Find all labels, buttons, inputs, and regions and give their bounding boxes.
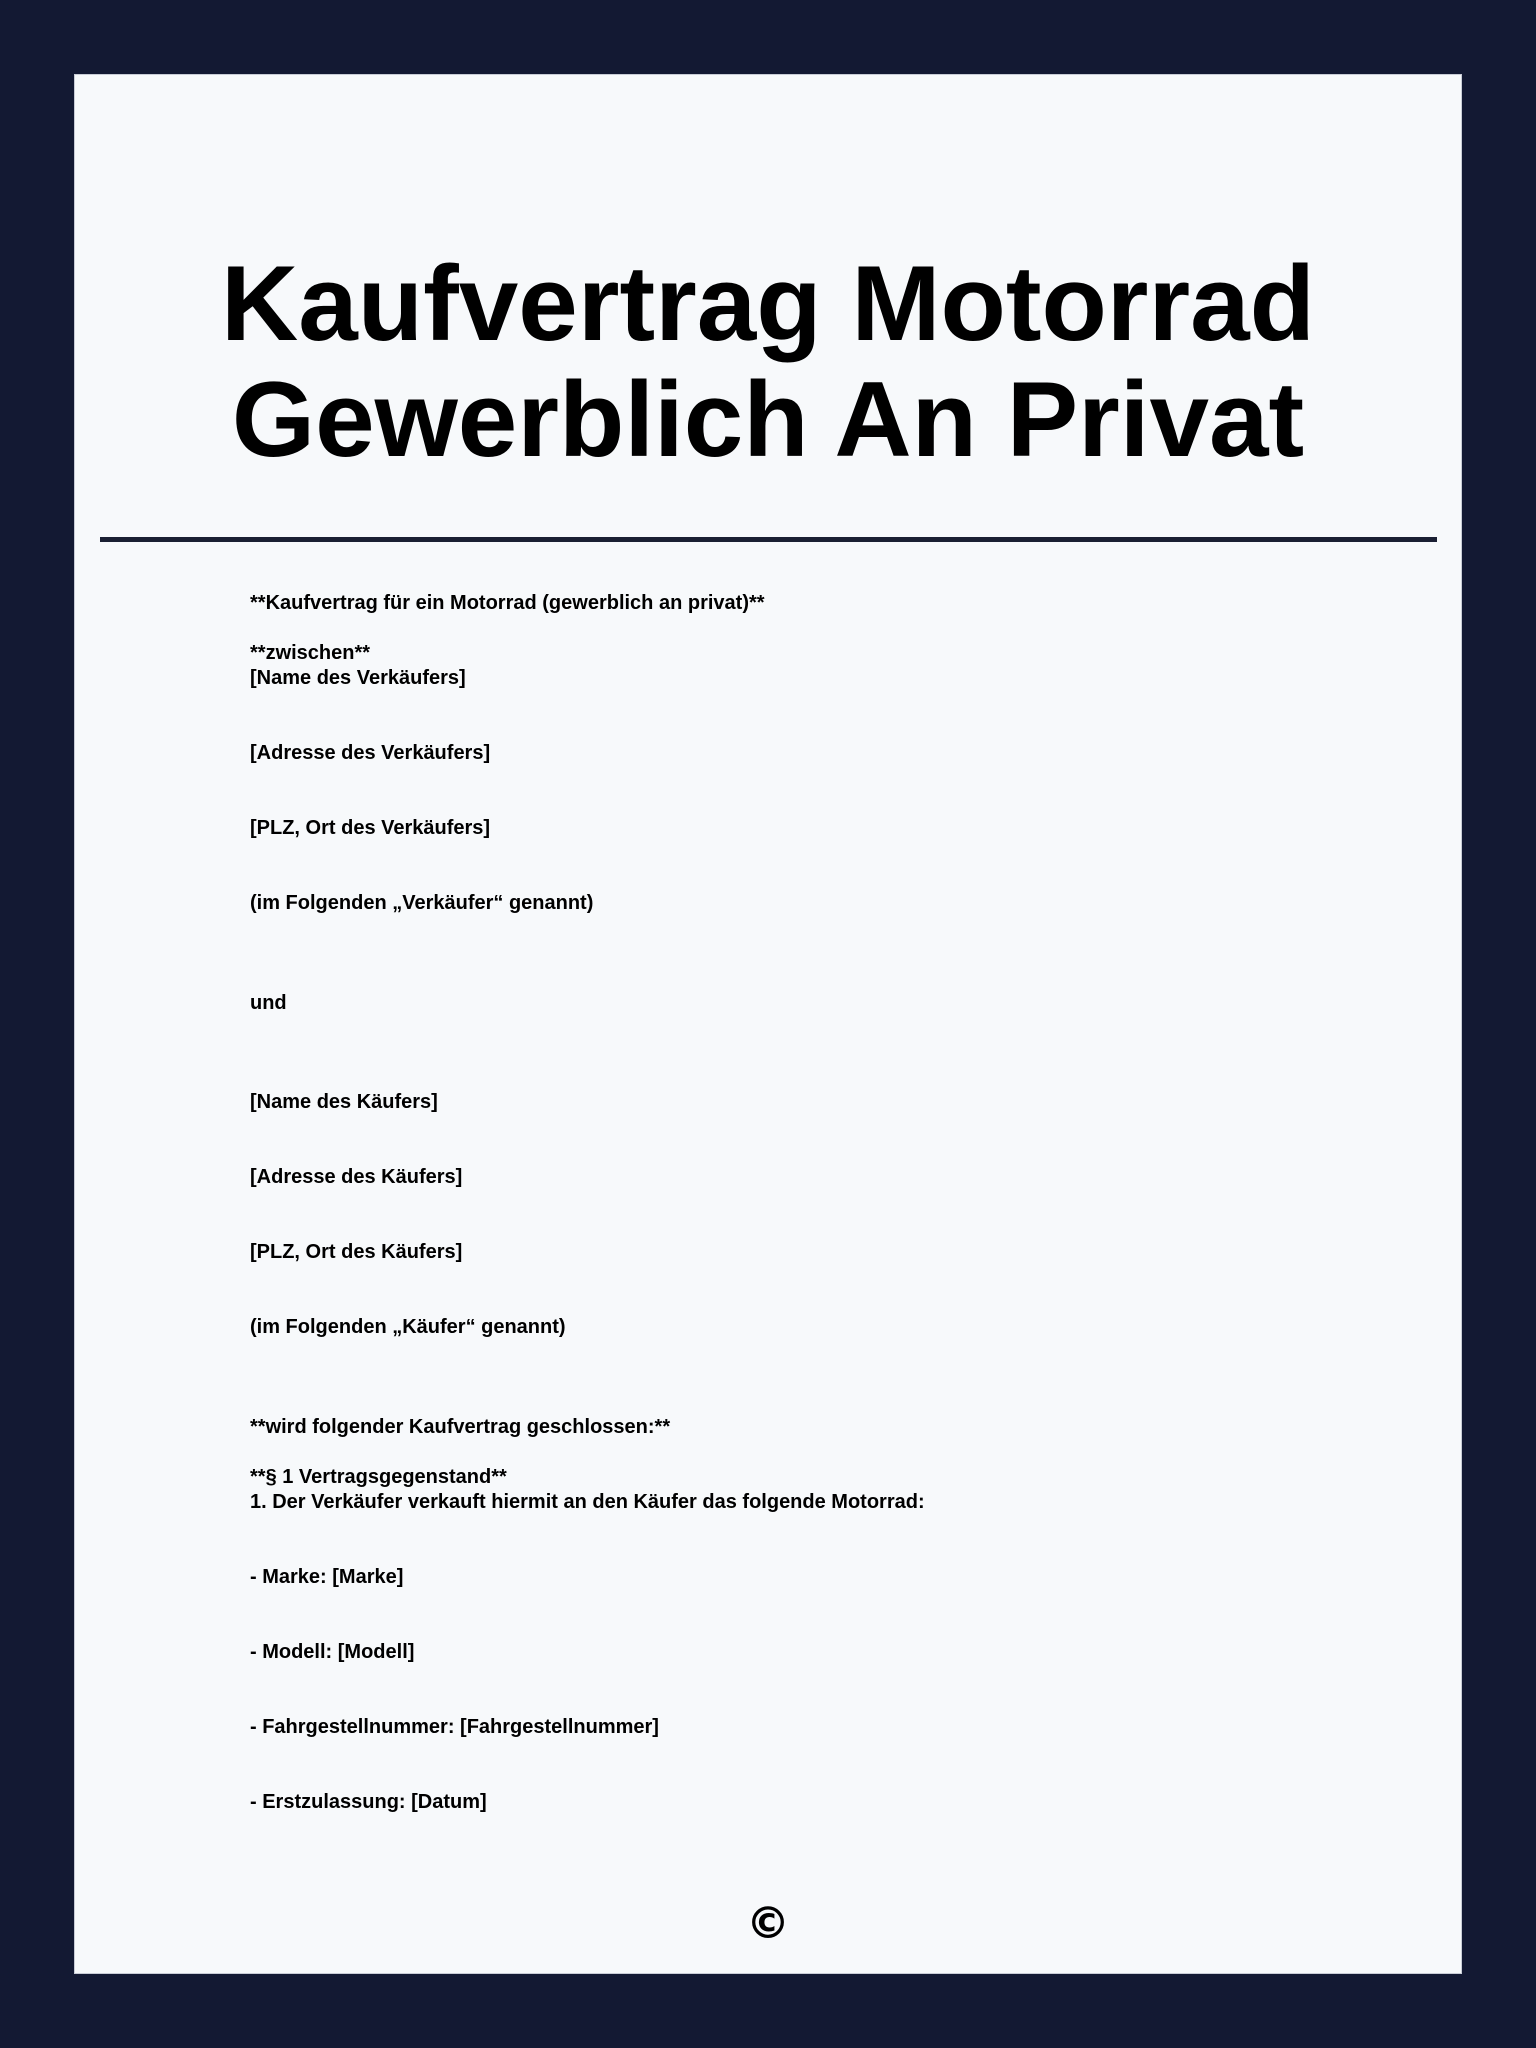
- section-1-clause-1: 1. Der Verkäufer verkauft hiermit an den Käufer das folgende Motorrad:: [250, 1491, 925, 1513]
- between-label: **zwischen**: [250, 642, 371, 664]
- section-1-heading: **§ 1 Vertragsgegenstand**: [250, 1466, 507, 1488]
- copyright-icon: ©: [746, 1898, 790, 1949]
- title-line-2: Gewerblich An Privat: [231, 359, 1305, 479]
- contract-heading: **Kaufvertrag für ein Motorrad (gewerblich an privat)**: [250, 592, 765, 614]
- spec-model: - Modell: [Modell]: [250, 1641, 415, 1663]
- seller-name: [Name des Verkäufers]: [250, 667, 466, 689]
- seller-address: [Adresse des Verkäufers]: [250, 742, 491, 764]
- seller-designation: (im Folgenden „Verkäufer“ genannt): [250, 892, 594, 914]
- seller-city: [PLZ, Ort des Verkäufers]: [250, 817, 491, 839]
- buyer-name: [Name des Käufers]: [250, 1091, 438, 1113]
- and-label: und: [250, 992, 287, 1014]
- spec-vin: - Fahrgestellnummer: [Fahrgestellnummer]: [250, 1716, 659, 1738]
- buyer-city: [PLZ, Ort des Käufers]: [250, 1241, 463, 1263]
- buyer-designation: (im Folgenden „Käufer“ genannt): [250, 1316, 566, 1338]
- title-line-1: Kaufvertrag Motorrad: [221, 243, 1315, 363]
- document-title: [75, 245, 1461, 477]
- title-divider: [100, 537, 1437, 542]
- spec-first-registration: - Erstzulassung: [Datum]: [250, 1791, 487, 1813]
- spec-brand: - Marke: [Marke]: [250, 1566, 404, 1588]
- document-page: [74, 74, 1462, 1974]
- contract-intro: **wird folgender Kaufvertrag geschlossen:**: [250, 1416, 671, 1438]
- buyer-address: [Adresse des Käufers]: [250, 1166, 463, 1188]
